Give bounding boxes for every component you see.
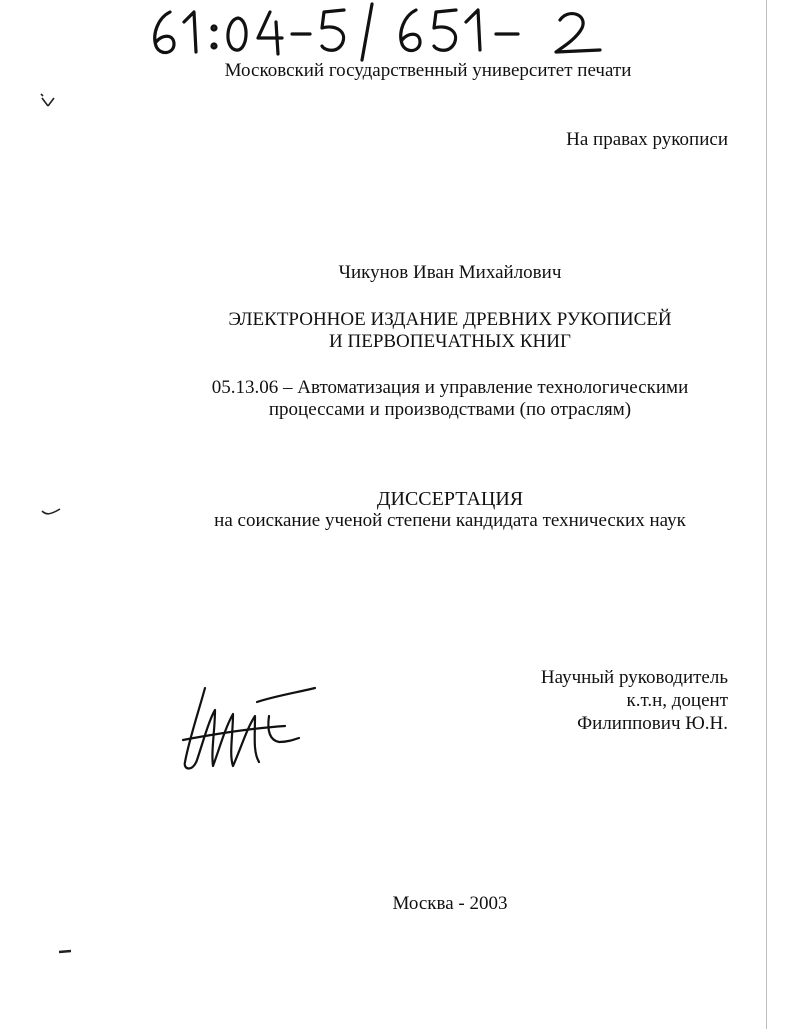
dissertation-title-line-1: ЭЛЕКТРОННОЕ ИЗДАНИЕ ДРЕВНИХ РУКОПИСЕЙ: [228, 309, 672, 330]
specialty-line-1: 05.13.06 – Автоматизация и управление технологическими: [211, 377, 689, 398]
author-name: Чикунов Иван Михайлович: [338, 262, 562, 283]
scan-artifact-mark: [58, 944, 72, 954]
manuscript-rights-note: На правах рукописи: [566, 129, 728, 150]
specialty-line-2: процессами и производствами (по отраслям): [268, 399, 632, 420]
degree-sought: на соискание ученой степени кандидата технических наук: [214, 510, 686, 531]
handwritten-archive-code-drawing: [140, 0, 610, 62]
signature-drawing: [175, 680, 320, 775]
supervisor-name: Филиппович Ю.Н.: [577, 713, 728, 734]
dissertation-title-line-2: И ПЕРВОПЕЧАТНЫХ КНИГ: [329, 331, 571, 352]
handwritten-archive-code: [140, 0, 610, 62]
scan-artifact-mark: [38, 92, 60, 114]
scan-artifact-mark: [40, 505, 62, 519]
city-and-year: Москва - 2003: [392, 893, 508, 914]
supervisor-label: Научный руководитель: [540, 667, 728, 688]
document-type-heading: ДИССЕРТАЦИЯ: [376, 488, 524, 510]
university-name: Московский государственный университет печати: [224, 60, 632, 81]
supervisor-rank: к.т.н, доцент: [626, 690, 728, 711]
handwritten-signature: [175, 680, 320, 775]
